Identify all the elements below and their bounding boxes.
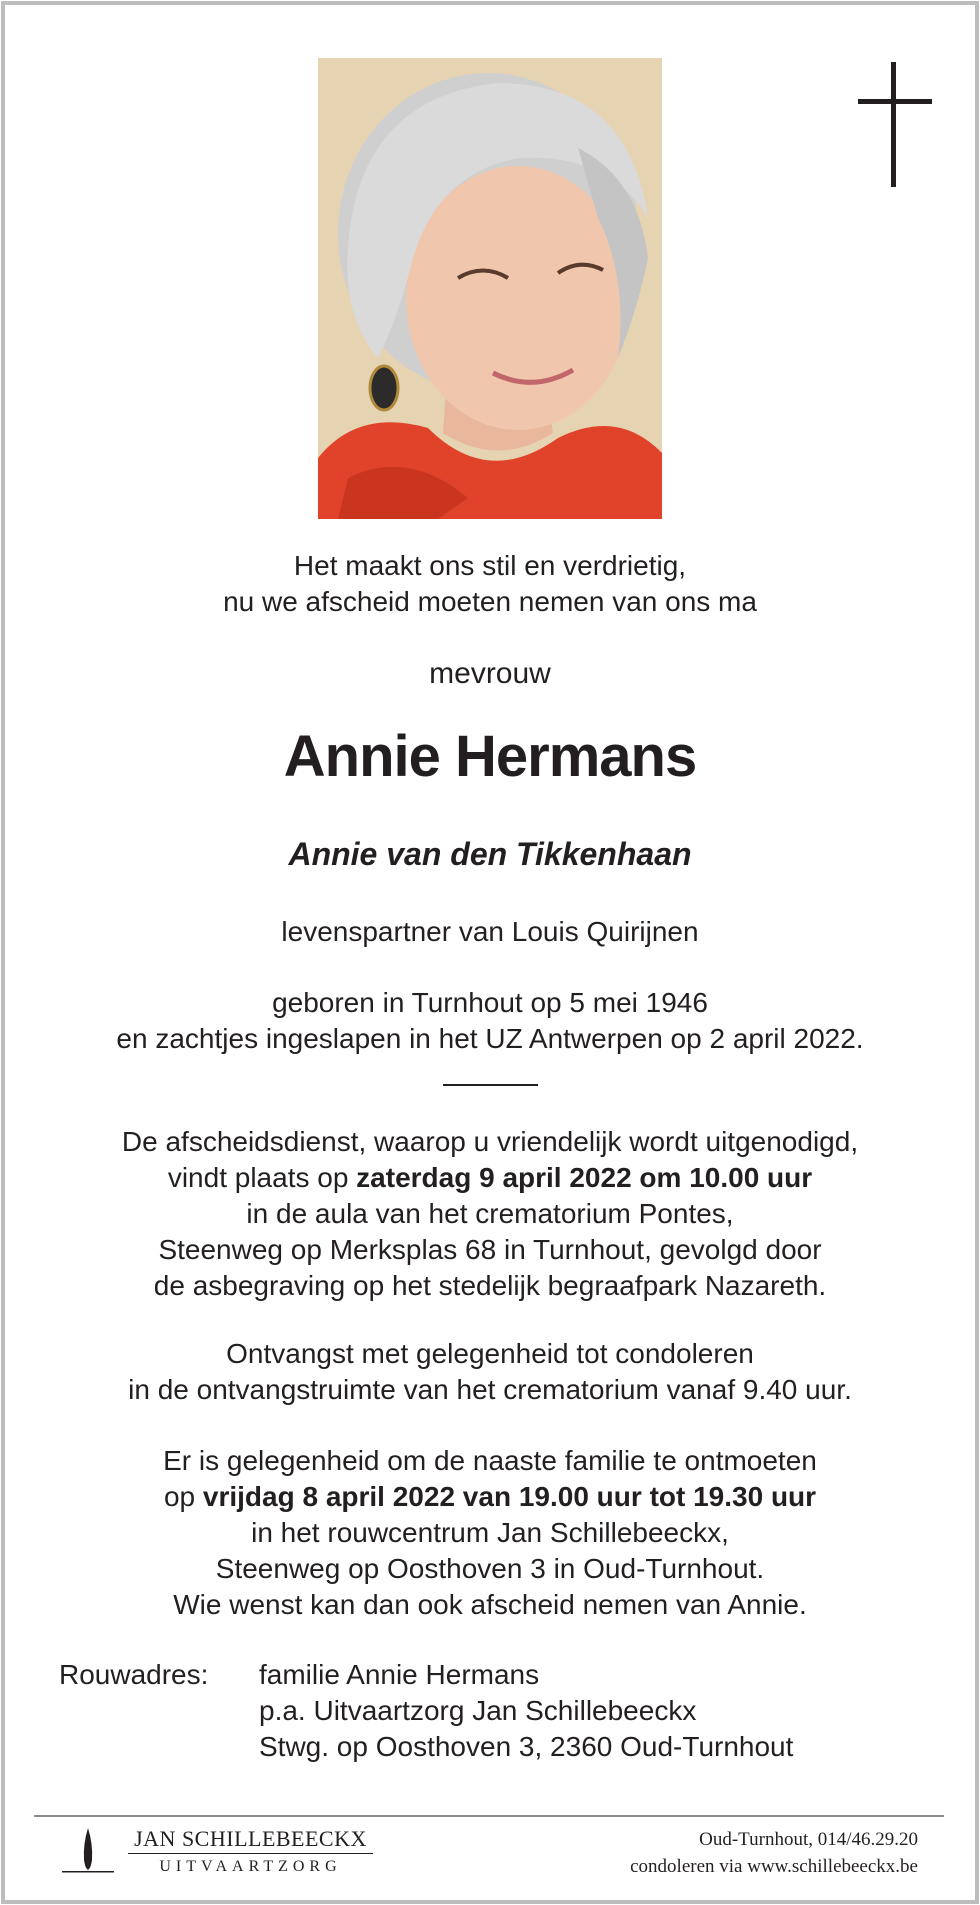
visit-line: in het rouwcentrum Jan Schillebeeckx,	[251, 1517, 729, 1548]
visit-line: Er is gelegenheid om de naaste familie te ontmoeten	[163, 1445, 817, 1476]
service-details	[0, 1124, 980, 1304]
address-line: familie Annie Hermans	[259, 1659, 540, 1690]
intro-line: Het maakt ons stil en verdrietig,	[293, 550, 687, 581]
visitation-details	[0, 1443, 980, 1623]
reception-line: in de ontvangstruimte van het crematorium vanaf 9.40 uur.	[128, 1374, 852, 1405]
footer-divider	[34, 1815, 944, 1817]
service-line: de asbegraving op het stedelijk begraafpark Nazareth.	[153, 1270, 827, 1301]
portrait-photo	[318, 58, 662, 519]
visit-date-prefix: op	[163, 1481, 203, 1512]
intro-text	[0, 548, 980, 620]
funeral-home-contact	[630, 1826, 918, 1880]
reception-line: Ontvangst met gelegenheid tot condoleren	[226, 1338, 754, 1369]
service-line: in de aula van het crematorium Pontes,	[246, 1198, 734, 1229]
intro-line: nu we afscheid moeten nemen van ons ma	[223, 586, 757, 617]
nickname: Annie van den Tikkenhaan	[288, 836, 692, 872]
visit-line	[0, 1479, 980, 1515]
contact-website: condoleren via www.schillebeeckx.be	[630, 1856, 918, 1877]
funeral-home-logo	[128, 1826, 373, 1877]
visit-date: vrijdag 8 april 2022 van 19.00 uur tot 19.30 uur	[202, 1481, 817, 1512]
service-line: Steenweg op Merksplas 68 in Turnhout, gevolgd door	[158, 1234, 822, 1265]
name-prefix: mevrouw	[429, 657, 551, 690]
visit-line: Steenweg op Oosthoven 3 in Oud-Turnhout.	[215, 1553, 765, 1584]
service-date: zaterdag 9 april 2022 om 10.00 uur	[356, 1162, 813, 1193]
deceased-name: Annie Hermans	[283, 724, 697, 789]
reception-details	[0, 1336, 980, 1408]
visit-line: Wie wenst kan dan ook afscheid nemen van Annie.	[173, 1589, 807, 1620]
cypress-tree-icon	[60, 1826, 116, 1876]
service-line: De afscheidsdienst, waarop u vriendelijk wordt uitgenodigd,	[121, 1126, 859, 1157]
brand-subtitle: UITVAARTZORG	[159, 1858, 342, 1875]
contact-phone: Oud-Turnhout, 014/46.29.20	[699, 1829, 918, 1850]
service-line	[0, 1160, 980, 1196]
address-label: Rouwadres:	[59, 1659, 209, 1690]
divider	[443, 1084, 538, 1086]
brand-rule	[128, 1853, 373, 1854]
address-line: Stwg. op Oosthoven 3, 2360 Oud-Turnhout	[259, 1731, 794, 1762]
cross-icon	[858, 62, 932, 187]
partner-text: levenspartner van Louis Quirijnen	[281, 916, 699, 947]
birth-line: geboren in Turnhout op 5 mei 1946	[272, 987, 708, 1018]
death-line: en zachtjes ingeslapen in het UZ Antwerpen op 2 april 2022.	[116, 1023, 864, 1054]
address-line: p.a. Uitvaartzorg Jan Schillebeeckx	[259, 1695, 697, 1726]
service-date-prefix: vindt plaats op	[167, 1162, 357, 1193]
brand-name: JAN SCHILLEBEECKX	[134, 1826, 367, 1851]
address-lines	[259, 1657, 793, 1765]
birth-death-text	[0, 985, 980, 1057]
